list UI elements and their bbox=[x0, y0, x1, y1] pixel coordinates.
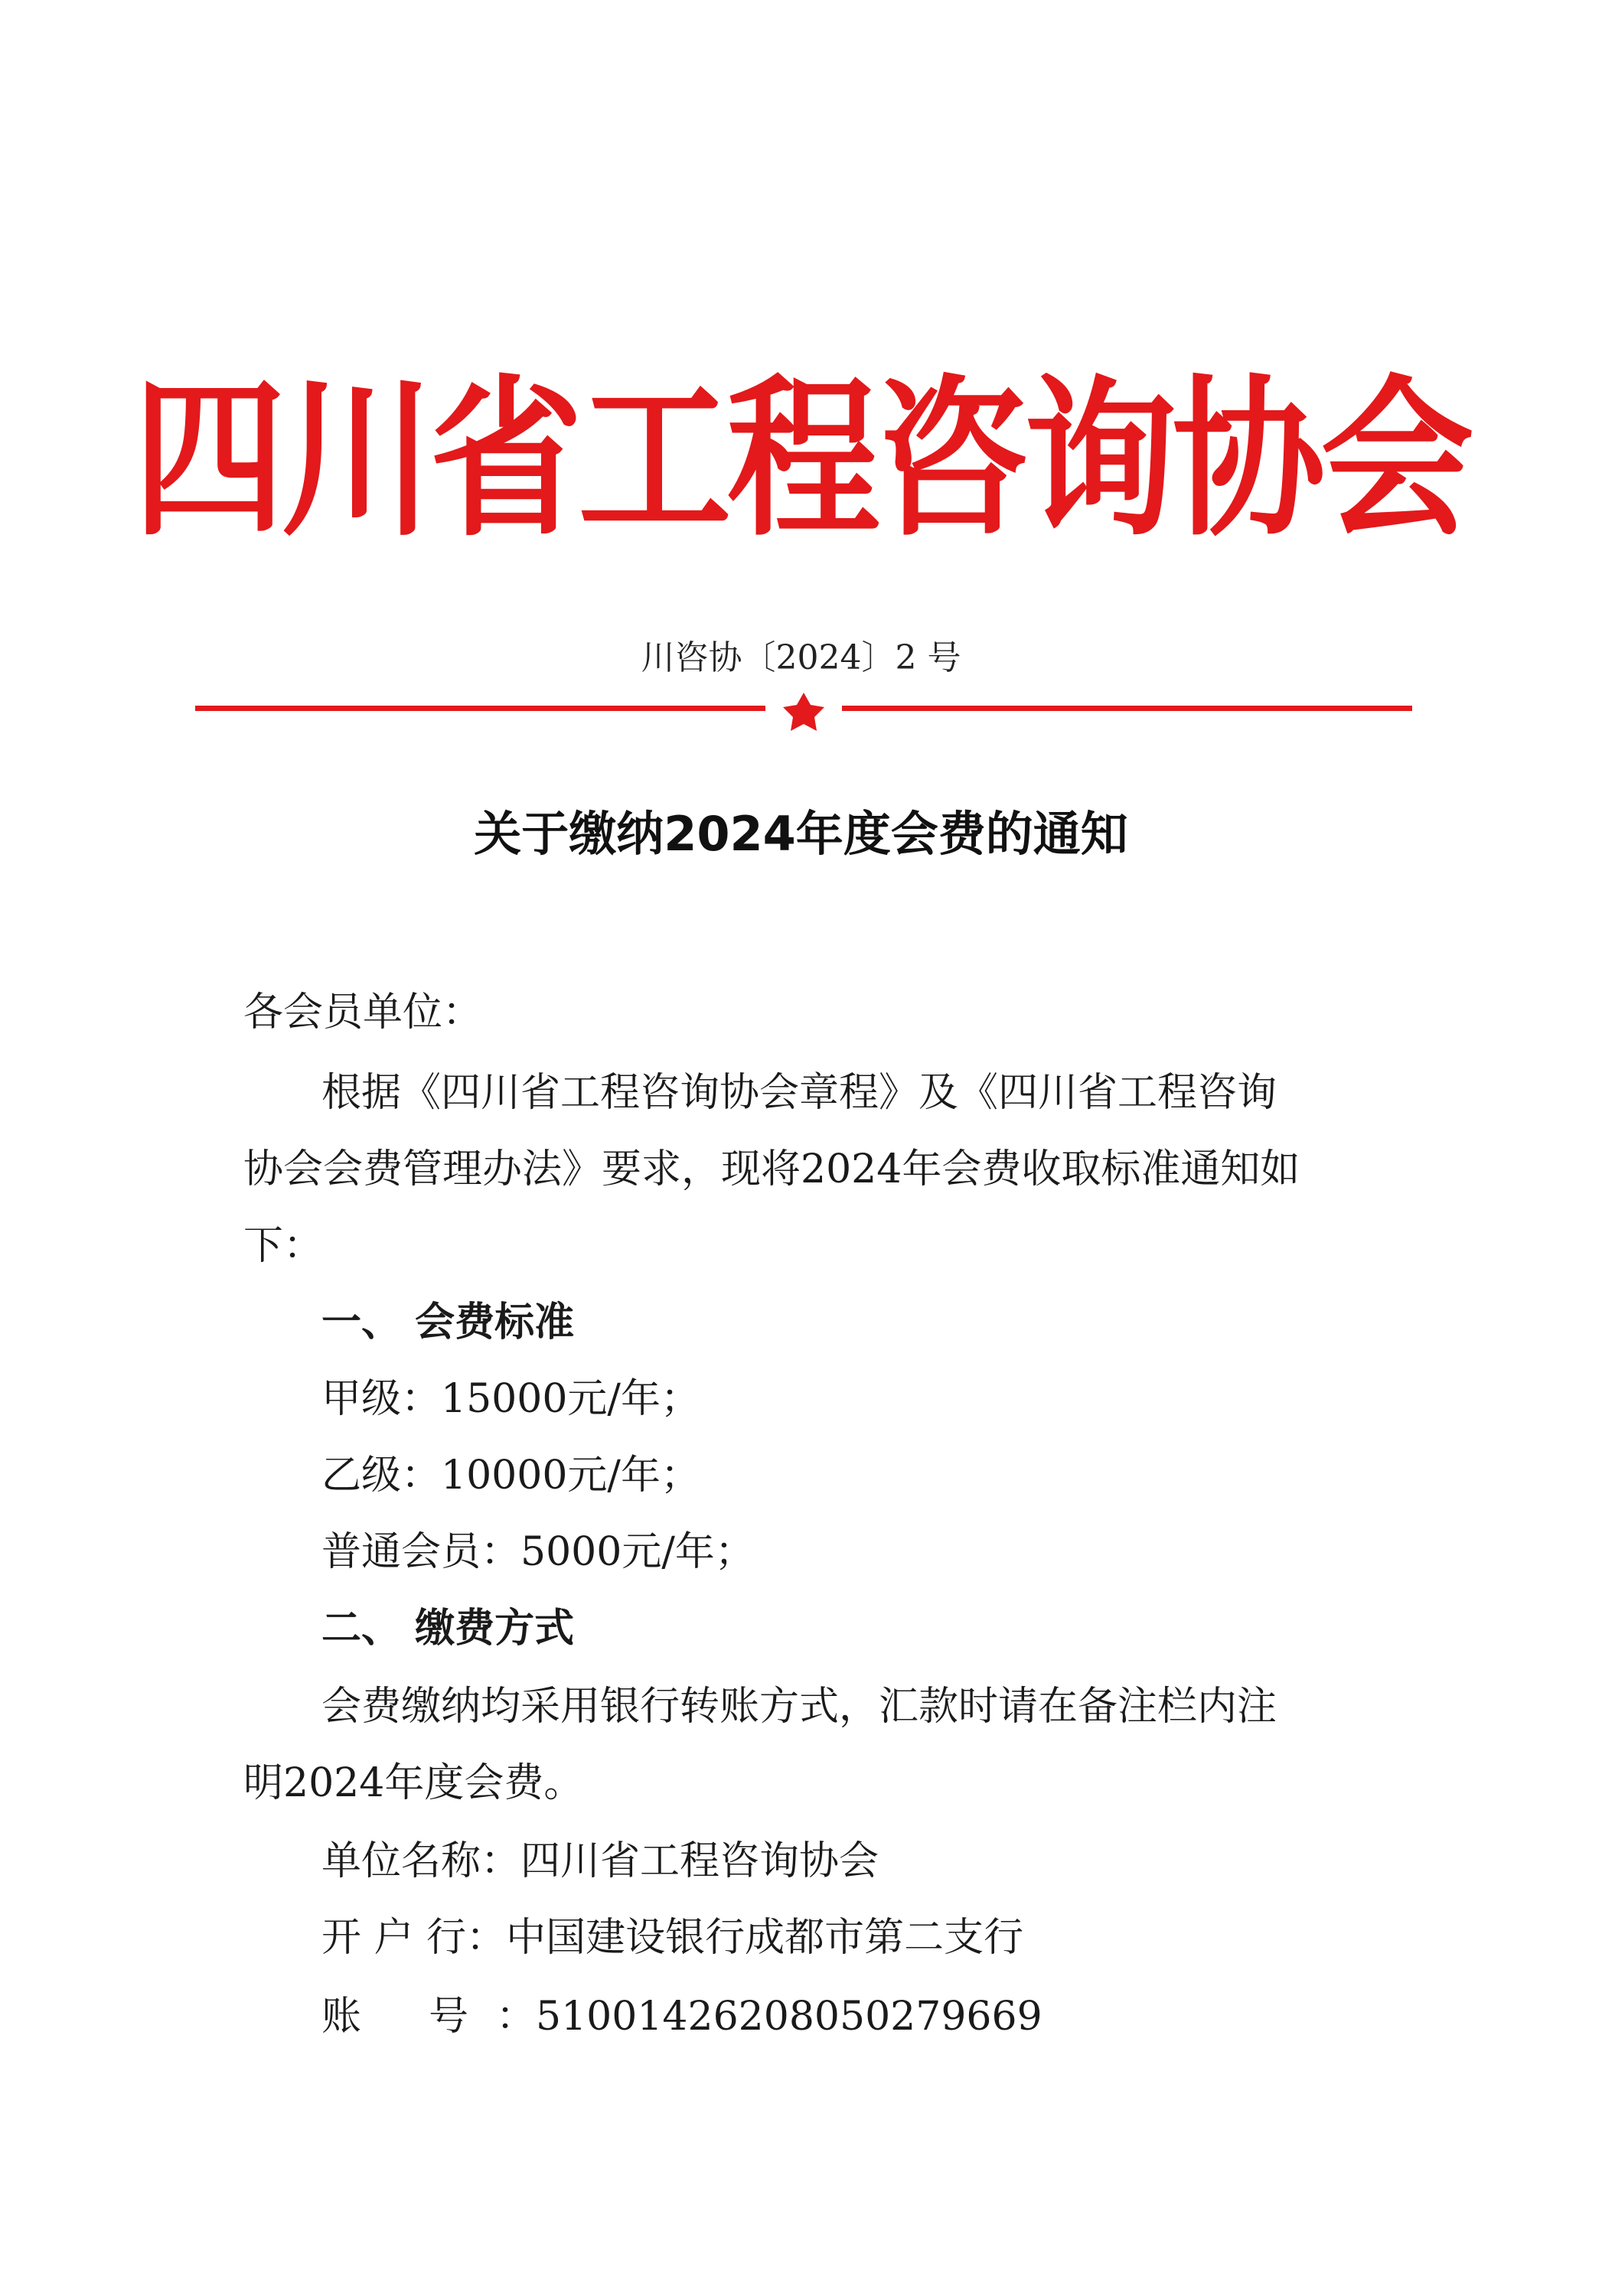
document-number: 川咨协〔2024〕2 号 bbox=[641, 638, 961, 677]
section-1-heading: 一、 会费标准 bbox=[321, 1300, 575, 1345]
salutation: 各会员单位： bbox=[243, 990, 483, 1035]
bank-branch-row bbox=[321, 1911, 1023, 1965]
red-divider-left bbox=[195, 706, 765, 711]
bank-account-row bbox=[321, 1990, 1042, 2043]
bank-branch-label: 开 户 行： bbox=[321, 1915, 507, 1961]
notice-title: 关于缴纳2024年度会费的通知 bbox=[474, 806, 1128, 862]
section-2-heading: 二、 缴费方式 bbox=[321, 1606, 575, 1652]
bank-branch-value: 中国建设银行成都市第二支行 bbox=[506, 1915, 1024, 1961]
fee-item: 甲级：15000元/年； bbox=[321, 1376, 700, 1422]
bank-account-value: 51001426208050279669 bbox=[536, 1994, 1042, 2040]
red-divider-right bbox=[842, 706, 1412, 711]
intro-line-3: 下： bbox=[243, 1223, 324, 1269]
payment-line-1: 会费缴纳均采用银行转账方式，汇款时请在备注栏内注 bbox=[321, 1684, 1277, 1730]
intro-line-1: 根据《四川省工程咨询协会章程》及《四川省工程咨询 bbox=[321, 1070, 1277, 1116]
intro-line-2: 协会会费管理办法》要求，现将2024年会费收取标准通知如 bbox=[243, 1146, 1300, 1192]
bank-name-value: 四川省工程咨询协会 bbox=[520, 1838, 879, 1884]
fee-item: 普通会员：5000元/年； bbox=[321, 1529, 755, 1575]
bank-account-label: 账 号： bbox=[321, 1994, 536, 2040]
red-star-icon bbox=[783, 693, 824, 731]
payment-line-2: 明2024年度会费。 bbox=[243, 1760, 584, 1806]
fee-item: 乙级：10000元/年； bbox=[321, 1453, 700, 1499]
red-divider-with-star bbox=[195, 693, 1412, 731]
bank-name-label: 单位名称： bbox=[321, 1838, 521, 1884]
bank-name-row bbox=[321, 1835, 879, 1888]
masthead-title: 四川省工程咨询协会 bbox=[132, 358, 1470, 560]
